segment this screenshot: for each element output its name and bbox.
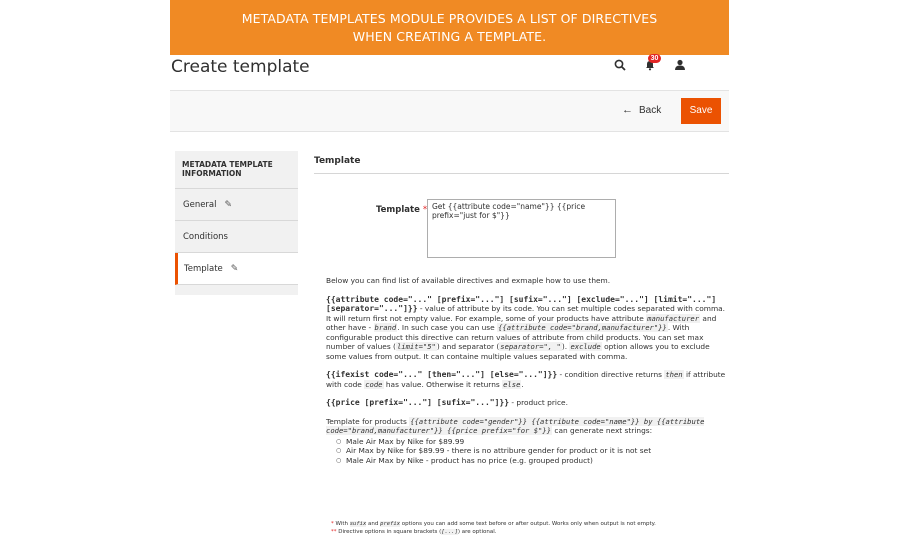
sidebar-item-conditions[interactable] (175, 221, 298, 253)
inline-code: {{attribute code="gender"}} {{attribute code="name"}} by {{attribute code="brand,manufacturer"}} {{price prefix="for $"}} (326, 416, 705, 435)
field-label-text: Template (376, 205, 420, 215)
template-example (326, 417, 726, 466)
notification-badge: 30 (648, 54, 661, 63)
directive-syntax: {{attribute code="..." [prefix="..."] [sufix="..."] [exclude="..."] [limit="..."] [separator="..."]}} (326, 294, 717, 313)
pencil-icon: ✎ (224, 199, 233, 210)
required-mark: * (422, 205, 428, 215)
template-field-label (376, 205, 427, 215)
example-list (336, 437, 726, 466)
footnote-text: options you can add some text before or after output. Works only when output is not empty. (400, 521, 656, 527)
footnotes (331, 520, 656, 536)
inline-code: {{attribute code="brand,manufacturer"}} (498, 323, 667, 332)
footnote-text: Directive options in square brackets ( (336, 529, 442, 535)
footnote-text: ) are optional. (457, 529, 497, 535)
footnote-text: and (366, 521, 381, 527)
banner-line-1: METADATA TEMPLATES MODULE PROVIDES A LIST OF DIRECTIVES (241, 11, 658, 26)
help-text: has value. Otherwise it returns (383, 379, 503, 389)
help-intro: Below you can find list of available directives and exmaple how to use them. (326, 276, 611, 285)
inline-code: prefix (380, 521, 401, 527)
arrow-left-icon: ← (622, 104, 633, 116)
list-item: ○ Air Max by Nike for $89.99 - there is no attribure gender for product or it is not set (336, 446, 726, 456)
promo-banner (170, 0, 729, 55)
help-text: can generate next strings: (552, 426, 653, 435)
section-title: Template (314, 156, 361, 166)
sidebar-item-label: Template (184, 263, 223, 274)
directive-price (326, 398, 726, 408)
inline-code: code (365, 379, 383, 389)
help-text: option allows you to exclude some values from output. It can containe multiple values separated with comma. (326, 342, 710, 361)
sidebar-item-label: General (183, 199, 217, 210)
sidebar-item-template[interactable] (175, 253, 298, 285)
sidebar-item-label: Conditions (183, 231, 228, 242)
help-text: - product price. (509, 398, 568, 407)
template-textarea[interactable] (427, 199, 616, 258)
back-label: Back (639, 104, 662, 116)
directive-ifexist (326, 370, 726, 389)
save-button[interactable]: Save (681, 98, 721, 124)
bell-icon[interactable] (644, 55, 659, 70)
directive-syntax: {{ifexist code="..." [then="..."] [else="..."]}} (326, 370, 558, 379)
inline-code: limit="5" (396, 342, 436, 351)
inline-code: separator=", " (500, 342, 561, 351)
inline-code: else (503, 379, 521, 389)
list-item: ○ Male Air Max by Nike for $89.99 (336, 437, 726, 447)
directive-attribute (326, 295, 726, 362)
inline-code: exclude (570, 342, 601, 351)
page-title: Create template (171, 57, 310, 77)
banner-line-2: WHEN CREATING A TEMPLATE. (352, 29, 547, 44)
help-text: ) and separator ( (436, 342, 500, 351)
list-item: ○ Male Air Max by Nike - product has no price (e.g. grouped product) (336, 456, 726, 466)
help-text: . In such case you can use (397, 323, 498, 332)
help-text: if attribute with code (326, 370, 726, 389)
help-text: . With configurable product this directive can return values of attribute from child products. You can set max number of values ( (326, 323, 704, 351)
inline-code: then (665, 370, 683, 379)
section-divider (314, 173, 729, 174)
inline-code: manufacturer (647, 313, 700, 323)
pencil-icon: ✎ (230, 263, 239, 274)
sidebar (175, 151, 298, 295)
help-text: ). (561, 342, 570, 351)
search-icon[interactable] (614, 58, 626, 70)
help-text: - value of attribute by its code. You can set multiple codes separated with comma. It will return first not empty value. For example, some of your products have attribute (326, 304, 726, 323)
footnote-marker: ** (331, 529, 337, 535)
footnote-marker: * (331, 521, 334, 527)
footnote-text: With (333, 521, 350, 527)
inline-code: brand (374, 323, 397, 332)
help-text: . (521, 379, 524, 389)
directive-syntax: {{price [prefix="..."] [sufix="..."]}} (326, 398, 510, 407)
footnote-2 (331, 528, 656, 536)
inline-code: [...] (441, 529, 458, 535)
footnote-1 (331, 520, 656, 528)
help-text: - condition directive returns (557, 370, 665, 379)
user-icon[interactable] (674, 58, 686, 70)
help-text: Template for products (326, 416, 410, 426)
inline-code: sufix (349, 521, 367, 527)
header-actions (614, 55, 686, 73)
sidebar-heading: METADATA TEMPLATE INFORMATION (175, 151, 298, 189)
help-text: and other have - (326, 313, 717, 332)
back-button[interactable] (622, 104, 661, 116)
directives-help (326, 276, 726, 465)
sidebar-item-general[interactable] (175, 189, 298, 221)
sidebar-spacer (175, 285, 298, 295)
